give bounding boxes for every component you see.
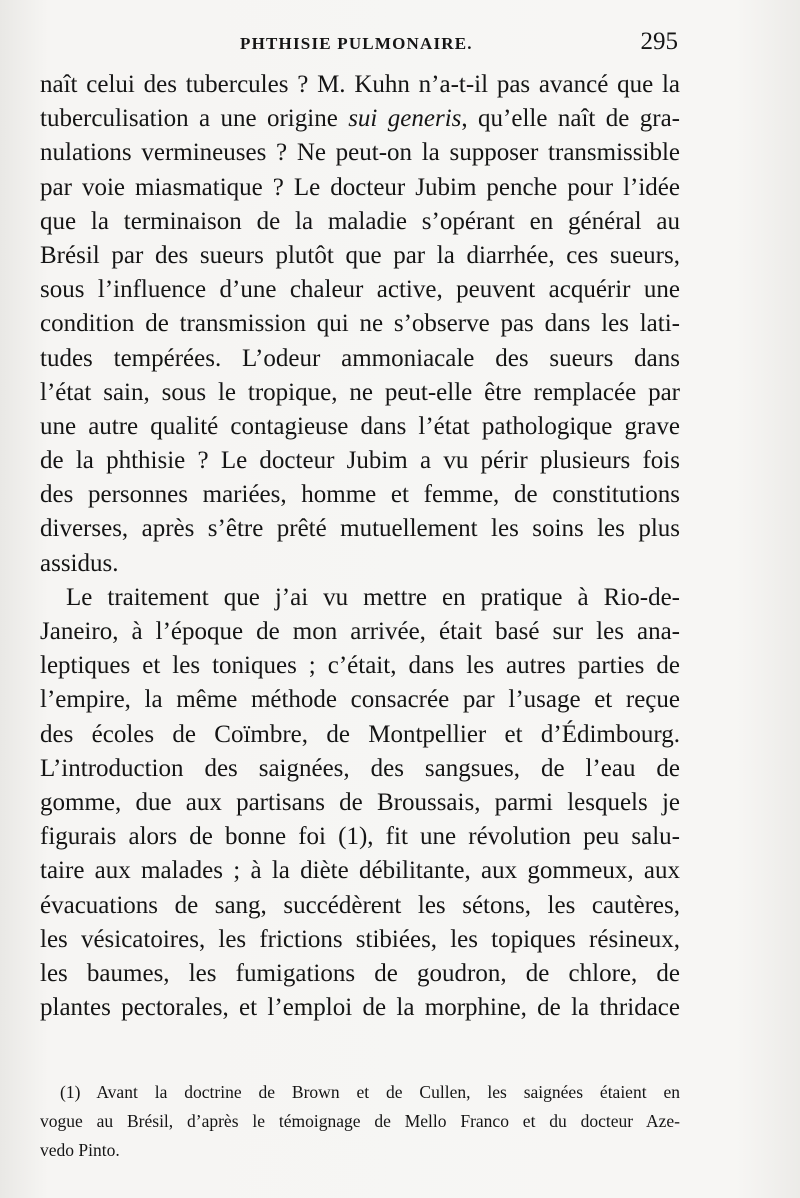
text-line: sous l’influence d’une chaleur active, peuvent acquérir une xyxy=(40,276,680,304)
footnotes xyxy=(40,1078,680,1165)
body-text xyxy=(40,68,680,1025)
text-line: des écoles de Coïmbre, de Montpellier et d’Édimbourg. xyxy=(40,720,680,748)
text-line: Janeiro, à l’époque de mon arrivée, était basé sur les ana- xyxy=(40,618,680,645)
text-line: que la terminaison de la maladie s’opérant en général au xyxy=(40,207,680,235)
text-line: gomme, due aux partisans de Broussais, parmi lesquels je xyxy=(40,788,680,816)
page-header xyxy=(40,28,678,64)
text-line: l’état sain, sous le tropique, ne peut-elle être remplacée par xyxy=(40,378,680,406)
footnote-line: vogue au Brésil, d’après le témoignage de Mello Franco et du docteur Aze- xyxy=(40,1111,680,1131)
text-line: par voie miasmatique ? Le docteur Jubim penche pour l’idée xyxy=(40,173,680,201)
running-title: PHTHISIE PULMONAIRE. xyxy=(240,34,473,53)
text-line: Brésil par des sueurs plutôt que par la diarrhée, ces sueurs, xyxy=(40,241,680,269)
text-line: L’introduction des saignées, des sangsues, de l’eau de xyxy=(40,754,680,782)
text-line: leptiques et les toniques ; c’était, dans les autres parties de xyxy=(40,652,680,680)
text-line: nulations vermineuses ? Ne peut-on la supposer transmissible xyxy=(40,139,680,167)
text-line: naît celui des tubercules ? M. Kuhn n’a-t-il pas avancé que la xyxy=(40,71,680,98)
text-line: condition de transmission qui ne s’observe pas dans les lati- xyxy=(40,310,680,338)
text-line: une autre qualité contagieuse dans l’état pathologique grave xyxy=(40,412,680,440)
text-line: taire aux malades ; à la diète débilitante, aux gommeux, aux xyxy=(40,857,680,885)
text-segment: tuberculisation a une origine xyxy=(40,105,349,133)
text-line: assidus. xyxy=(40,549,119,577)
page-number: 295 xyxy=(640,28,678,55)
text-line xyxy=(40,102,680,136)
text-line: diverses, après s’être prêté mutuellement les soins les plus xyxy=(40,515,680,543)
text-line: les baumes, les fumigations de goudron, de chlore, de xyxy=(40,959,680,987)
text-line: Le traitement que j’ai vu mettre en pratique à Rio-de- xyxy=(66,583,680,611)
text-line: de la phthisie ? Le docteur Jubim a vu périr plusieurs fois xyxy=(40,447,680,475)
text-line: des personnes mariées, homme et femme, de constitutions xyxy=(40,481,680,509)
italic-phrase: sui generis xyxy=(348,105,462,133)
text-line: évacuations de sang, succédèrent les sétons, les cautères, xyxy=(40,891,680,919)
text-line: plantes pectorales, et l’emploi de la morphine, de la thridace xyxy=(40,994,680,1022)
footnote-line: (1) Avant la doctrine de Brown et de Cullen, les saignées étaient en xyxy=(60,1082,680,1102)
text-line: figurais alors de bonne foi (1), fit une révolution peu salu- xyxy=(40,823,680,851)
text-line: les vésicatoires, les frictions stibiées, les topiques résineux, xyxy=(40,925,680,953)
text-line: tudes tempérées. L’odeur ammoniacale des sueurs dans xyxy=(40,344,680,372)
text-segment: , qu’elle naît de gra- xyxy=(461,105,680,133)
footnote-line: vedo Pinto. xyxy=(40,1140,120,1160)
text-line: l’empire, la même méthode consacrée par l’usage et reçue xyxy=(40,686,680,714)
